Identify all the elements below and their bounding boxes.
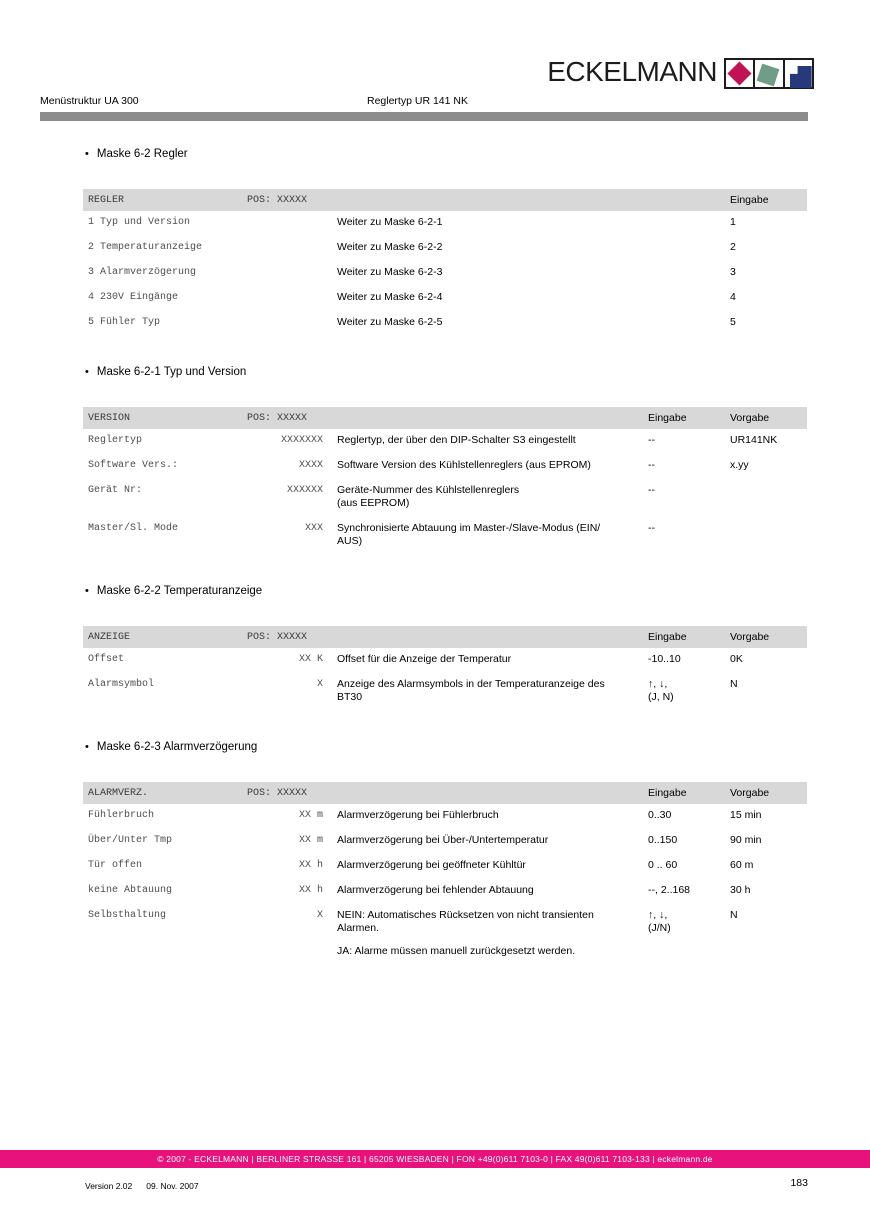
- desc-line: Geräte-Nummer des Kühlstellenreglers: [337, 484, 520, 496]
- cell-empty: [247, 291, 337, 304]
- cell-eingabe: [648, 909, 730, 958]
- cell-eingabe: [648, 678, 730, 704]
- cell-vorgabe: 15 min: [730, 809, 762, 821]
- footer-contact-text: © 2007 - ECKELMANN | BERLINER STRASSE 161 | 65205 WIESBADEN | FON +49(0)611 7103-0 | FAX 49(0)611 7103-133 | eckelmann.de: [157, 1154, 713, 1164]
- col-eingabe-header: Eingabe: [648, 631, 687, 643]
- cell-label: Selbsthaltung: [88, 910, 167, 921]
- eingabe-line: ↑, ↓,: [648, 909, 668, 921]
- eingabe-line: (J, N): [648, 691, 674, 703]
- cell-empty: [247, 266, 337, 279]
- cell-eingabe: 0..30: [648, 809, 672, 821]
- cell-eingabe: 1: [730, 216, 736, 228]
- cell-label: Reglertyp: [88, 435, 143, 446]
- cell-vorgabe: 0K: [730, 653, 743, 665]
- cell-desc: Alarmverzögerung bei fehlender Abtauung: [337, 884, 534, 896]
- desc-line: BT30: [337, 691, 363, 703]
- bullet-icon: •: [85, 148, 89, 160]
- cell-value: XXXXXXX: [280, 435, 323, 446]
- cell-value: XX h: [298, 860, 323, 871]
- cell-eingabe: --: [648, 434, 655, 446]
- cell-eingabe: --: [648, 459, 655, 471]
- table-row: [83, 673, 807, 711]
- cell-desc: [337, 522, 648, 548]
- cell-eingabe: --: [648, 522, 655, 534]
- cell-eingabe: 3: [730, 266, 736, 278]
- col-eingabe-header: Eingabe: [648, 412, 687, 424]
- table-row: [83, 454, 807, 479]
- col-vorgabe-header: Vorgabe: [730, 787, 770, 799]
- cell-value: X: [316, 679, 323, 690]
- cell-desc: Offset für die Anzeige der Temperatur: [337, 653, 512, 665]
- mask-table-anzeige: [83, 626, 807, 711]
- cell-vorgabe: UR141NK: [730, 434, 778, 446]
- section-title-text: Maske 6-2-2 Temperaturanzeige: [96, 585, 263, 597]
- mask-table-version: [83, 407, 807, 555]
- footer-bar: [0, 1150, 870, 1168]
- mask-table-regler: [83, 189, 807, 336]
- cell-value: XXX: [304, 523, 323, 534]
- cell-vorgabe: N: [730, 909, 738, 921]
- cell-vorgabe: [730, 522, 807, 548]
- table-row: [83, 261, 807, 286]
- table-row: [83, 829, 807, 854]
- cell-desc: Weiter zu Maske 6-2-5: [337, 316, 443, 328]
- table-header-row: [83, 782, 807, 804]
- eingabe-line: (J/N): [648, 922, 671, 934]
- table-row: [83, 854, 807, 879]
- table-header-row: [83, 407, 807, 429]
- cell-desc: [337, 484, 648, 510]
- page-number: 183: [790, 1177, 808, 1189]
- table-header-row: [83, 626, 807, 648]
- cell-vorgabe: N: [730, 678, 738, 690]
- section-title-text: Maske 6-2-1 Typ und Version: [96, 366, 247, 378]
- table-row: [83, 804, 807, 829]
- cell-eingabe: 0 .. 60: [648, 859, 678, 871]
- cell-label: Tür offen: [88, 860, 143, 871]
- cell-desc: Weiter zu Maske 6-2-1: [337, 216, 443, 228]
- cell-label: Software Vers.:: [88, 460, 179, 471]
- logo-cell: [753, 60, 782, 87]
- cell-eingabe: 4: [730, 291, 736, 303]
- section-title: [85, 585, 807, 597]
- desc-line: Synchronisierte Abtauung im Master-/Slave-Modus (EIN/: [337, 522, 601, 534]
- cell-label: 3 Alarmverzögerung: [88, 267, 197, 278]
- page-content: [83, 148, 807, 995]
- logo-text: ECKELMANN: [547, 56, 717, 87]
- table-row: [83, 286, 807, 311]
- cell-label: Master/Sl. Mode: [88, 523, 179, 534]
- cell-desc: [337, 678, 648, 704]
- screen-name: ALARMVERZ.: [88, 787, 149, 799]
- cell-desc: Weiter zu Maske 6-2-4: [337, 291, 443, 303]
- cell-desc: Reglertyp, der über den DIP-Schalter S3 eingestellt: [337, 434, 576, 446]
- mask-table-alarmverz: [83, 782, 807, 965]
- cell-empty: [247, 316, 337, 329]
- cell-eingabe: --, 2..168: [648, 884, 691, 896]
- desc-line: AUS): [337, 535, 363, 547]
- cell-eingabe: 5: [730, 316, 736, 328]
- cell-desc: Alarmverzögerung bei Über-/Untertemperatur: [337, 834, 549, 846]
- section-title: [85, 148, 807, 160]
- cell-desc: Software Version des Kühlstellenreglers (aus EPROM): [337, 459, 591, 471]
- cell-desc: [337, 909, 648, 958]
- cell-vorgabe: [730, 484, 807, 510]
- table-row: [83, 904, 807, 965]
- cell-vorgabe: x.yy: [730, 459, 749, 471]
- col-eingabe-header: Eingabe: [648, 787, 687, 799]
- table-row: [83, 429, 807, 454]
- logo-green-square-icon: [757, 64, 780, 87]
- screen-name: VERSION: [88, 412, 131, 424]
- section-title-text: Maske 6-2 Regler: [96, 148, 188, 160]
- cell-desc: Alarmverzögerung bei geöffneter Kühltür: [337, 859, 526, 871]
- header-menu-structure: Menüstruktur UA 300: [40, 95, 139, 107]
- cell-eingabe: 0..150: [648, 834, 678, 846]
- cell-value: XXXX: [298, 460, 323, 471]
- desc-line: (aus EEPROM): [337, 497, 410, 509]
- col-vorgabe-header: Vorgabe: [730, 412, 770, 424]
- footer-version: Version 2.02: [85, 1181, 133, 1191]
- section-maske-6-2-2: [83, 585, 807, 711]
- bullet-icon: •: [85, 741, 89, 753]
- cell-desc: Alarmverzögerung bei Fühlerbruch: [337, 809, 499, 821]
- table-header-row: [83, 189, 807, 211]
- pos-field: POS: XXXXX: [247, 194, 308, 206]
- section-maske-6-2-1: [83, 366, 807, 555]
- cell-vorgabe: 90 min: [730, 834, 762, 846]
- logo-cell: [783, 60, 812, 87]
- logo-mark: [724, 58, 814, 89]
- logo-diamond-icon: [727, 61, 751, 85]
- footer-date: 09. Nov. 2007: [146, 1181, 199, 1191]
- cell-label: 1 Typ und Version: [88, 217, 191, 228]
- footer-version-line: [85, 1181, 199, 1191]
- table-row: [83, 879, 807, 904]
- table-row: [83, 517, 807, 555]
- screen-name: REGLER: [88, 194, 125, 206]
- cell-label: Über/Unter Tmp: [88, 835, 173, 846]
- cell-label: Alarmsymbol: [88, 679, 155, 690]
- section-title: [85, 366, 807, 378]
- cell-value: X: [316, 910, 323, 921]
- cell-label: Fühlerbruch: [88, 810, 155, 821]
- table-row: [83, 211, 807, 236]
- cell-desc: Weiter zu Maske 6-2-3: [337, 266, 443, 278]
- table-row: [83, 311, 807, 336]
- desc-line: Alarmen.: [337, 922, 380, 934]
- col-vorgabe-header: Vorgabe: [730, 631, 770, 643]
- logo-cell: [726, 60, 753, 87]
- cell-eingabe: 2: [730, 241, 736, 253]
- cell-value: XX m: [298, 835, 323, 846]
- eingabe-line: ↑, ↓,: [648, 678, 668, 690]
- company-logo: [547, 55, 814, 89]
- table-row: [83, 479, 807, 517]
- cell-empty: [247, 216, 337, 229]
- cell-vorgabe: 60 m: [730, 859, 754, 871]
- cell-value: XX h: [298, 885, 323, 896]
- cell-value: XX m: [298, 810, 323, 821]
- col-eingabe-header: Eingabe: [730, 194, 769, 206]
- pos-field: POS: XXXXX: [247, 412, 308, 424]
- desc-line: NEIN: Automatisches Rücksetzen von nicht transienten: [337, 909, 594, 921]
- cell-eingabe: --: [648, 484, 655, 496]
- cell-label: 4 230V Eingänge: [88, 292, 179, 303]
- cell-vorgabe: 30 h: [730, 884, 751, 896]
- cell-value: XX K: [298, 654, 323, 665]
- cell-label: Offset: [88, 654, 125, 665]
- bullet-icon: •: [85, 585, 89, 597]
- cell-label: 2 Temperaturanzeige: [88, 242, 203, 253]
- cell-label: 5 Fühler Typ: [88, 317, 161, 328]
- section-maske-6-2: [83, 148, 807, 336]
- screen-name: ANZEIGE: [88, 631, 131, 643]
- cell-label: Gerät Nr:: [88, 485, 143, 496]
- table-row: [83, 236, 807, 261]
- header-rule: [40, 112, 808, 121]
- header-controller-type: Reglertyp UR 141 NK: [367, 95, 468, 107]
- bullet-icon: •: [85, 366, 89, 378]
- desc-line: Anzeige des Alarmsymbols in der Temperaturanzeige des: [337, 678, 605, 690]
- cell-desc: Weiter zu Maske 6-2-2: [337, 241, 443, 253]
- cell-eingabe: -10..10: [648, 653, 681, 665]
- desc-line: JA: Alarme müssen manuell zurückgesetzt werden.: [337, 945, 576, 957]
- logo-blue-square-icon: [790, 66, 812, 88]
- section-title-text: Maske 6-2-3 Alarmverzögerung: [96, 741, 258, 753]
- table-row: [83, 648, 807, 673]
- section-maske-6-2-3: [83, 741, 807, 965]
- cell-empty: [247, 241, 337, 254]
- cell-value: XXXXXX: [286, 485, 323, 496]
- section-title: [85, 741, 807, 753]
- pos-field: POS: XXXXX: [247, 787, 308, 799]
- pos-field: POS: XXXXX: [247, 631, 308, 643]
- cell-label: keine Abtauung: [88, 885, 173, 896]
